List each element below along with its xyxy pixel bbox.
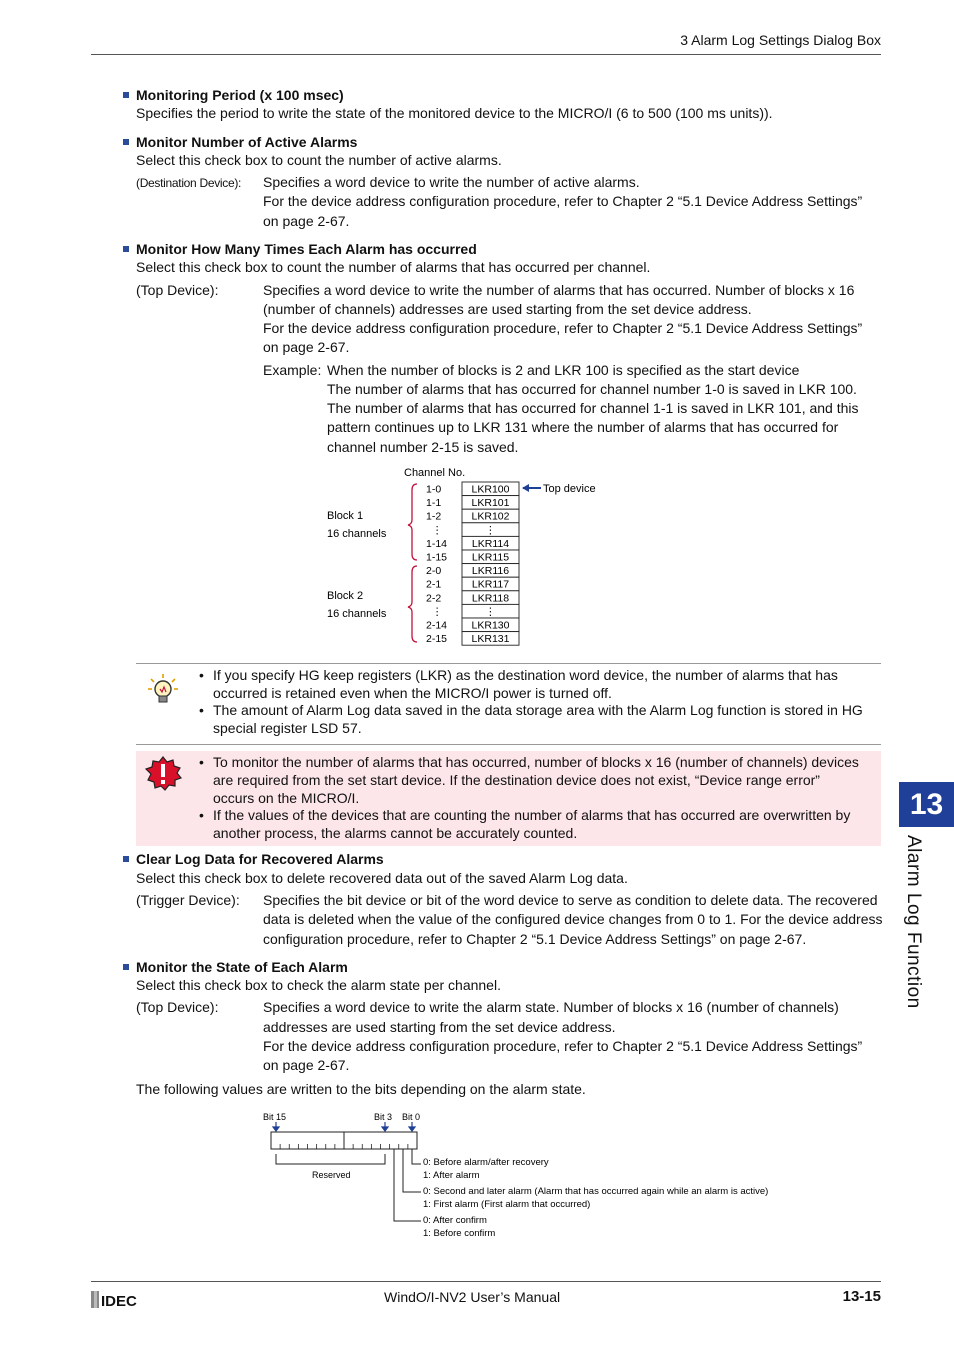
bit1-desc: 0: Second and later alarm (Alarm that has occurred again while an alarm is active) bbox=[423, 1186, 769, 1197]
warning-bullet-marker: • bbox=[199, 754, 204, 770]
note-bullet-marker: • bbox=[199, 702, 204, 718]
section-heading: Monitor How Many Times Each Alarm has occurred bbox=[123, 240, 477, 259]
diagram-header: Channel No. bbox=[404, 467, 466, 479]
param-line: (number of channels) addresses are used starting from the set device address. bbox=[263, 301, 752, 317]
warning-bullet-marker: • bbox=[199, 807, 204, 823]
section-heading: Monitor Number of Active Alarms bbox=[123, 133, 357, 152]
chapter-header-title: 3 Alarm Log Settings Dialog Box bbox=[680, 32, 881, 48]
parameter-label: (Top Device): bbox=[136, 999, 219, 1015]
block-channels: 16 channels bbox=[327, 528, 387, 540]
section-heading: Clear Log Data for Recovered Alarms bbox=[123, 850, 384, 869]
register-address: LKR118 bbox=[471, 592, 510, 605]
bit15-label: Bit 15 bbox=[263, 1112, 287, 1122]
header-rule bbox=[91, 54, 881, 55]
bit1-desc: 1: First alarm (First alarm that occurred) bbox=[423, 1199, 591, 1210]
channel-number: ⋮ bbox=[432, 605, 443, 618]
register-address: ⋮ bbox=[485, 605, 496, 618]
example-line: channel number 2-15 is saved. bbox=[327, 439, 519, 455]
param-line: Specifies a word device to write the number of active alarms. bbox=[263, 174, 640, 190]
register-address: LKR114 bbox=[471, 537, 510, 550]
channel-number: 1-14 bbox=[426, 537, 448, 550]
parameter-label: (Trigger Device): bbox=[136, 892, 240, 908]
footer-manual-title: WindO/I-NV2 User’s Manual bbox=[384, 1289, 561, 1305]
channel-number: 1-0 bbox=[426, 483, 442, 496]
chapter-tab-number: 13 bbox=[899, 782, 954, 827]
block-brace bbox=[408, 484, 417, 560]
channel-number: 2-1 bbox=[426, 578, 442, 591]
param-line: For the device address configuration procedure, refer to Chapter 2 “5.1 Device Address Settings” bbox=[263, 320, 863, 336]
param-line: on page 2-67. bbox=[263, 1057, 350, 1073]
example-line: pattern continues up to LKR 131 where the number of alarms that has occurred for bbox=[327, 419, 839, 435]
block-name: Block 1 bbox=[327, 510, 364, 522]
square-bullet-icon bbox=[123, 964, 129, 970]
param-line: on page 2-67. bbox=[263, 339, 350, 355]
param-line: For the device address configuration procedure, refer to Chapter 2 “5.1 Device Address Settings” bbox=[263, 193, 863, 209]
block-name: Block 2 bbox=[327, 590, 364, 602]
block-brace bbox=[408, 566, 417, 642]
channel-diagram bbox=[320, 462, 620, 652]
register-address: LKR102 bbox=[471, 510, 510, 523]
param-line: configuration procedure, refer to Chapter 2 “5.1 Device Address Settings” on page 2-67. bbox=[263, 931, 807, 947]
warning-line: another process, the alarms cannot be accurately counted. bbox=[213, 825, 578, 841]
warning-line: If the values of the devices that are counting the number of alarms that has occurred are overwritten by bbox=[213, 807, 851, 823]
body-text: Select this check box to count the number of alarms that has occurred per channel. bbox=[136, 259, 651, 275]
section-heading: Monitor the State of Each Alarm bbox=[123, 958, 348, 977]
square-bullet-icon bbox=[123, 92, 129, 98]
channel-number: 1-1 bbox=[426, 497, 442, 510]
register-address: LKR116 bbox=[471, 565, 510, 578]
example-line: The number of alarms that has occurred for channel 1-1 is saved in LKR 101, and this bbox=[327, 400, 859, 416]
body-text: Select this check box to count the number of active alarms. bbox=[136, 152, 502, 168]
channel-number: 1-2 bbox=[426, 510, 442, 523]
channel-number: ⋮ bbox=[432, 524, 443, 537]
param-line: on page 2-67. bbox=[263, 213, 350, 229]
body-text: Select this check box to delete recovered data out of the saved Alarm Log data. bbox=[136, 870, 628, 886]
body-text: Specifies the period to write the state of the monitored device to the MICRO/I (6 to 500 (100 ms units)). bbox=[136, 105, 773, 121]
register-address: ⋮ bbox=[485, 524, 496, 537]
param-line: Specifies a word device to write the number of alarms that has occurred. Number of blocks x 16 bbox=[263, 282, 855, 298]
register-address: LKR131 bbox=[471, 633, 510, 646]
param-line: Specifies a word device to write the alarm state. Number of blocks x 16 (number of channels) bbox=[263, 999, 839, 1015]
footer-page-number: 13-15 bbox=[842, 1288, 881, 1305]
exclamation-icon bbox=[143, 756, 183, 792]
bit0-label: Bit 0 bbox=[402, 1112, 421, 1122]
channel-number: 2-15 bbox=[426, 633, 448, 646]
param-line: Specifies the bit device or bit of the word device to serve as condition to delete data. The recovered bbox=[263, 892, 878, 908]
register-address: LKR101 bbox=[471, 497, 510, 510]
square-bullet-icon bbox=[123, 246, 129, 252]
parameter-label: (Top Device): bbox=[136, 282, 219, 298]
warning-line: are required from the set start device. If the destination device does not exist, “Device range error” bbox=[213, 772, 820, 788]
note-line: The amount of Alarm Log data saved in the data storage area with the Alarm Log function is stored in HG bbox=[213, 702, 863, 718]
note-line: special register LSD 57. bbox=[213, 720, 362, 736]
note-bullet-marker: • bbox=[199, 667, 204, 683]
param-line: data is deleted when the value of the configured device changes from 0 to 1. For the device address bbox=[263, 911, 883, 927]
bit0-desc: 1: After alarm bbox=[423, 1170, 480, 1181]
register-address: LKR100 bbox=[471, 483, 510, 496]
bit0-desc: 0: Before alarm/after recovery bbox=[423, 1157, 549, 1168]
bit2-desc: 0: After confirm bbox=[423, 1215, 487, 1226]
warning-line: To monitor the number of alarms that has occurred, number of blocks x 16 (number of channels) devices bbox=[213, 754, 859, 770]
logo-text: IDEC bbox=[101, 1293, 137, 1310]
channel-number: 2-0 bbox=[426, 565, 442, 578]
channel-number: 2-14 bbox=[426, 619, 448, 632]
arrow-head-icon bbox=[522, 484, 529, 492]
example-line: The number of alarms that has occurred for channel number 1-0 is saved in LKR 100. bbox=[327, 381, 857, 397]
example-label: Example: bbox=[263, 362, 322, 378]
top-device-label: Top device bbox=[543, 483, 596, 495]
body-text: The following values are written to the bits depending on the alarm state. bbox=[136, 1081, 586, 1097]
block-channels: 16 channels bbox=[327, 608, 387, 620]
footer-rule bbox=[91, 1281, 881, 1282]
square-bullet-icon bbox=[123, 139, 129, 145]
param-line: For the device address configuration procedure, refer to Chapter 2 “5.1 Device Address Settings” bbox=[263, 1038, 863, 1054]
register-address: LKR117 bbox=[471, 578, 510, 591]
parameter-label: (Destination Device): bbox=[136, 176, 242, 190]
reserved-bracket bbox=[276, 1154, 385, 1164]
bit-diagram bbox=[255, 1106, 815, 1246]
warning-line: occurs on the MICRO/I. bbox=[213, 790, 360, 806]
bit3-label: Bit 3 bbox=[374, 1112, 393, 1122]
note-line: occurred is retained even when the MICRO/I power is turned off. bbox=[213, 685, 612, 701]
channel-number: 2-2 bbox=[426, 592, 442, 605]
register-address: LKR115 bbox=[471, 551, 510, 564]
section-heading: Monitoring Period (x 100 msec) bbox=[123, 86, 344, 105]
body-text: Select this check box to check the alarm state per channel. bbox=[136, 977, 501, 993]
square-bullet-icon bbox=[123, 856, 129, 862]
register-address: LKR130 bbox=[471, 619, 510, 632]
idec-logo bbox=[91, 1290, 151, 1310]
example-line: When the number of blocks is 2 and LKR 100 is specified as the start device bbox=[327, 362, 800, 378]
note-line: If you specify HG keep registers (LKR) as the destination word device, the number of alarms that has bbox=[213, 667, 838, 683]
reserved-label: Reserved bbox=[312, 1170, 351, 1180]
param-line: addresses are used starting from the set device address. bbox=[263, 1019, 616, 1035]
bit2-desc: 1: Before confirm bbox=[423, 1228, 496, 1239]
lightbulb-icon bbox=[146, 672, 180, 706]
channel-number: 1-15 bbox=[426, 551, 448, 564]
chapter-tab-label: Alarm Log Function bbox=[903, 835, 924, 1009]
